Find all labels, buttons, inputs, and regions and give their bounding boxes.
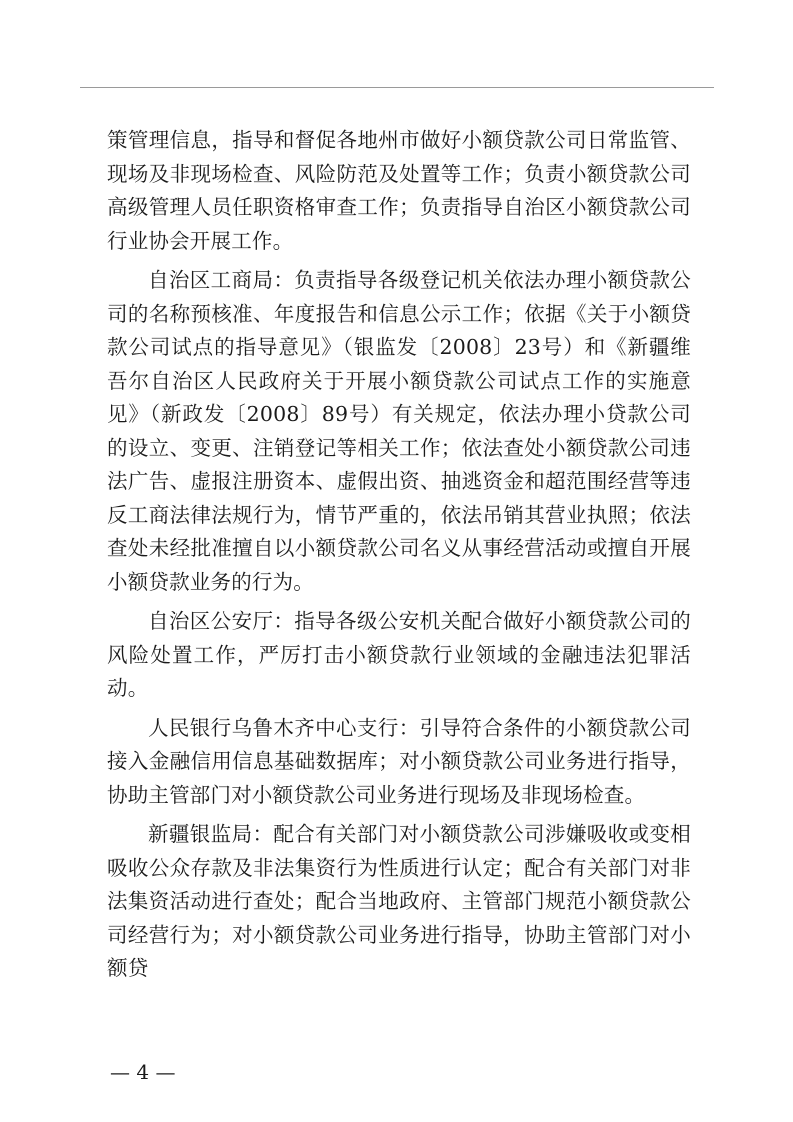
paragraph: 人民银行乌鲁木齐中心支行：引导符合条件的小额贷款公司接入金融信用信息基础数据库；对小额贷款公司业务进行指导，协助主管部门对小额贷款公司业务进行现场及非现场检查。: [107, 715, 691, 807]
paragraph: 新疆银监局：配合有关部门对小额贷款公司涉嫌吸收或变相吸收公众存款及非法集资行为性质进行认定；配合有关部门对非法集资活动进行查处；配合当地政府、主管部门规范小额贷款公司经营行为；对小额贷款公司业务进行指导，协助主管部门对小额贷: [107, 822, 691, 980]
header-rule: [80, 87, 714, 88]
page-number: — 4 —: [110, 1060, 176, 1084]
body-text: [107, 124, 691, 992]
paragraph: 策管理信息，指导和督促各地州市做好小额贷款公司日常监管、现场及非现场检查、风险防范及处置等工作；负责小额贷款公司高级管理人员任职资格审查工作；负责指导自治区小额贷款公司行业协会开展工作。: [107, 128, 691, 253]
paragraph: 自治区工商局：负责指导各级登记机关依法办理小额贷款公司的名称预核准、年度报告和信息公示工作；依据《关于小额贷款公司试点的指导意见》（银监发〔2008〕23号）和《新疆维吾尔自治区人民政府关于开展小额贷款公司试点工作的实施意见》（新政发〔2008〕89号）有关规定，依法办理小贷款公司的设立、变更、注销登记等相关工作；依法查处小额贷款公司违法广告、虚报注册资本、虚假出资、抽逃资金和超范围经营等违反工商法律法规行为，情节严重的，依法吊销其营业执照；依法查处未经批准擅自以小额贷款公司名义从事经营活动或擅自开展小额贷款业务的行为。: [107, 268, 691, 594]
paragraph: 自治区公安厅：指导各级公安机关配合做好小额贷款公司的风险处置工作，严厉打击小额贷款行业领域的金融违法犯罪活动。: [107, 609, 691, 700]
